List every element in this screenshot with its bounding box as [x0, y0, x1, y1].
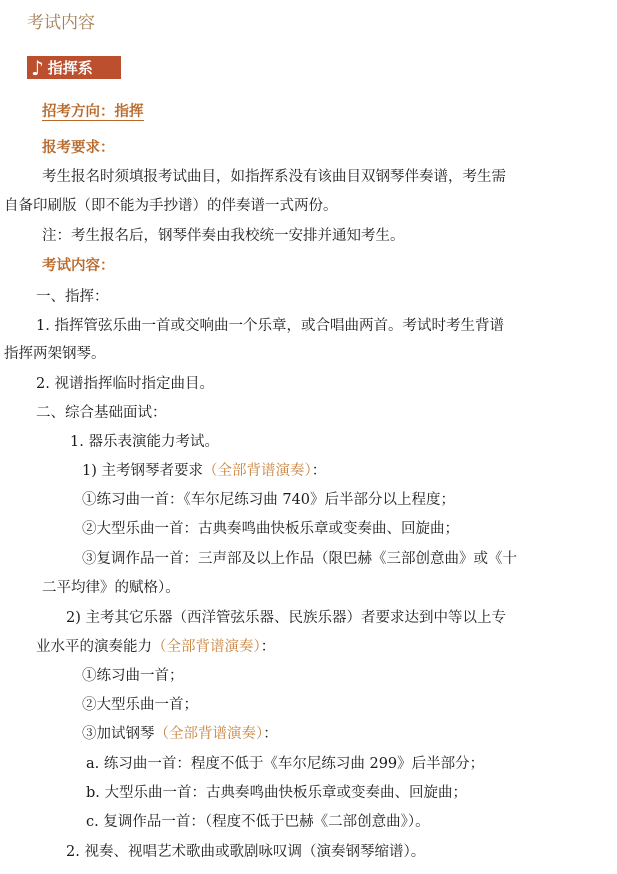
- line-item-2-1: [0, 428, 617, 456]
- page-title: 考试内容: [27, 13, 95, 33]
- line-tail: ：: [260, 639, 276, 655]
- line-item-piano-3a: [0, 545, 617, 573]
- line-text: 1. 器乐表演能力考试。: [70, 434, 219, 450]
- line-text: ②大型乐曲一首；: [82, 697, 198, 713]
- line-text: b. 大型乐曲一首：古典奏鸣曲快板乐章或变奏曲、回旋曲；: [86, 785, 467, 801]
- line-item-1-2: [0, 370, 617, 398]
- line-text: 2. 视谱指挥临时指定曲目。: [36, 376, 214, 392]
- line-text: 一、指挥：: [36, 289, 109, 305]
- line-text: 考试内容：: [42, 257, 115, 274]
- line-direction: [0, 98, 617, 126]
- line-item-1-1a: [0, 312, 617, 340]
- line-req-2: [0, 192, 617, 220]
- line-item-piano-3b: [0, 574, 617, 602]
- line-text: 二、综合基础面试：: [36, 405, 167, 421]
- line-exam-heading: [0, 252, 617, 280]
- line-part-1: [0, 283, 617, 311]
- line-text: a. 练习曲一首：程度不低于《车尔尼练习曲 299》后半部分；: [86, 756, 485, 772]
- line-note: [0, 222, 617, 250]
- line-item-piano-a: [0, 750, 617, 778]
- line-text: 2) 主考其它乐器（西洋管弦乐器、民族乐器）者要求达到中等以上专: [66, 610, 506, 626]
- accent-text: （全部背谱演奏）: [152, 639, 261, 655]
- line-text: ①练习曲一首：《车尔尼练习曲 740》后半部分以上程度；: [82, 492, 456, 508]
- line-part-2: [0, 399, 617, 427]
- line-text: 2. 视奏、视唱艺术歌曲或歌剧咏叹调（演奏钢琴缩谱）。: [66, 844, 426, 860]
- line-tail: ：: [311, 463, 327, 479]
- line-text: 招考方向：指挥: [42, 103, 144, 120]
- line-item-2-1-1: [0, 457, 617, 485]
- line-text: ①练习曲一首；: [82, 668, 184, 684]
- section-label: 指挥系: [47, 59, 93, 77]
- accent-text: （全部背谱演奏）: [154, 726, 264, 742]
- line-text: 报考要求：: [42, 139, 115, 156]
- line-text: 考生报名时须填报考试曲目，如指挥系没有该曲目双钢琴伴奏谱，考生需: [42, 169, 506, 185]
- line-text: ②大型乐曲一首：古典奏鸣曲快板乐章或变奏曲、回旋曲；: [82, 521, 459, 537]
- line-text: ③复调作品一首：三声部及以上作品（限巴赫《三部创意曲》或《十: [82, 551, 517, 567]
- line-item-2-1-2a: [0, 604, 617, 632]
- line-item-piano-1: [0, 486, 617, 514]
- line-item-piano-c: [0, 808, 617, 836]
- accent-text: （全部背谱演奏）: [203, 463, 312, 479]
- line-text: 二平均律》的赋格）。: [42, 580, 180, 596]
- line-item-other-3: [0, 720, 617, 748]
- line-item-2-1-2b: [0, 633, 617, 661]
- line-item-1-1b: [0, 340, 617, 368]
- line-tail: ：: [263, 726, 278, 742]
- line-item-other-2: [0, 691, 617, 719]
- line-item-piano-2: [0, 515, 617, 543]
- line-req-heading: [0, 134, 617, 162]
- line-item-piano-b: [0, 779, 617, 807]
- line-text: 业水平的演奏能力: [36, 639, 152, 655]
- line-text: ③加试钢琴: [82, 726, 155, 742]
- line-text: 注：考生报名后，钢琴伴奏由我校统一安排并通知考生。: [42, 228, 405, 244]
- line-text: c. 复调作品一首：（程度不低于巴赫《二部创意曲》）。: [86, 814, 430, 830]
- line-text: 指挥两架钢琴。: [4, 346, 106, 362]
- line-item-other-1: [0, 662, 617, 690]
- line-item-2-2: [0, 838, 617, 866]
- line-text: 自备印刷版（即不能为手抄谱）的伴奏谱一式两份。: [4, 198, 338, 214]
- line-text: 1) 主考钢琴者要求: [82, 463, 203, 479]
- line-text: 1. 指挥管弦乐曲一首或交响曲一个乐章，或合唱曲两首。考试时考生背谱: [36, 318, 504, 334]
- music-note-icon: ♪: [31, 56, 44, 79]
- line-req-1: [0, 163, 617, 191]
- section-tag: [27, 56, 121, 79]
